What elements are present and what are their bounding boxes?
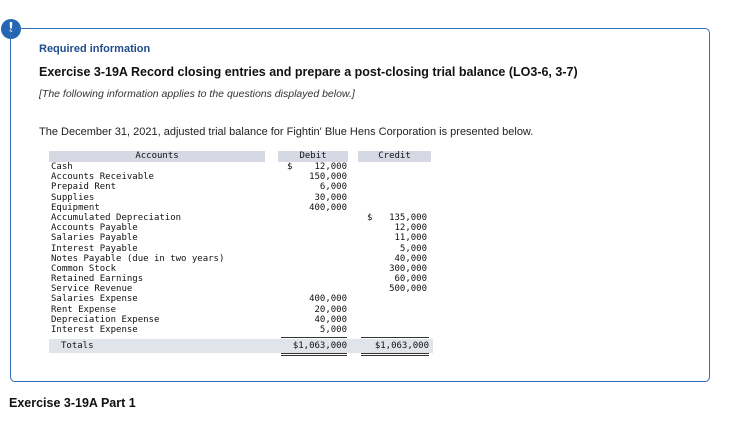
debit-sum-rule [281,337,347,338]
table-row [49,315,433,325]
account-name: Common Stock [51,263,117,274]
table-row [49,254,433,264]
debit-currency-sign: $ [287,162,293,172]
account-name: Supplies [51,192,95,203]
debit-cell: 12,000 [314,162,347,172]
account-name: Accounts Payable [51,223,138,234]
required-information-label: Required information [39,43,151,55]
account-name: Service Revenue [51,284,133,295]
credit-cell: 135,000 [389,212,427,223]
debit-cell: 400,000 [309,294,347,305]
total-credit: $1,063,000 [374,341,429,352]
totals-label: Totals [61,341,94,352]
account-name: Salaries Payable [51,233,138,244]
debit-cell: 20,000 [314,304,347,315]
credit-cell: 60,000 [394,274,427,285]
header-accounts: Accounts [49,151,265,162]
debit-cell: 6,000 [319,182,347,193]
table-row [49,305,433,315]
credit-double-rule-2 [361,355,429,356]
credit-cell: 500,000 [389,284,427,295]
table-header [49,151,433,162]
table-row [49,223,433,233]
debit-double-rule-1 [281,353,347,354]
table-row [49,193,433,203]
table-row [49,233,433,243]
table-row [49,274,433,284]
account-name: Cash [51,162,73,172]
debit-double-rule-2 [281,355,347,356]
debit-cell: 30,000 [314,192,347,203]
exercise-title: Exercise 3-19A Record closing entries and prepare a post-closing trial balance (LO3-6, 3-7) [39,65,578,79]
header-debit: Debit [278,151,348,162]
debit-cell: 400,000 [309,202,347,213]
part-title: Exercise 3-19A Part 1 [9,396,136,410]
account-name: Accumulated Depreciation [51,212,182,223]
trial-balance-table [49,151,433,357]
credit-cell: 12,000 [394,223,427,234]
table-row [49,172,433,182]
account-name: Salaries Expense [51,294,138,305]
table-row [49,325,433,335]
table-row [49,264,433,274]
account-name: Depreciation Expense [51,314,160,325]
credit-cell: 11,000 [394,233,427,244]
account-name: Accounts Receivable [51,172,154,183]
debit-cell: 150,000 [309,172,347,183]
account-name: Interest Expense [51,325,138,335]
account-name: Prepaid Rent [51,182,117,193]
table-body [49,162,433,335]
credit-cell: 40,000 [394,253,427,264]
table-row [49,244,433,254]
account-name: Interest Payable [51,243,138,254]
account-name: Rent Expense [51,304,117,315]
debit-cell: 5,000 [319,325,347,335]
account-name: Equipment [51,202,100,213]
alert-icon: ! [1,19,21,39]
debit-cell: 40,000 [314,314,347,325]
credit-sum-rule [361,337,429,338]
account-name: Notes Payable (due in two years) [51,253,225,264]
credit-cell: 5,000 [399,243,427,254]
credit-cell: 300,000 [389,263,427,274]
header-credit: Credit [358,151,431,162]
table-row [49,213,433,223]
table-row [49,284,433,294]
table-row [49,182,433,192]
account-name: Retained Earnings [51,274,144,285]
total-debit: $1,063,000 [292,341,347,352]
table-row [49,294,433,304]
credit-double-rule-1 [361,353,429,354]
intro-text: The December 31, 2021, adjusted trial balance for Fightin' Blue Hens Corporation is presented below. [39,126,534,138]
required-information-card [10,28,710,382]
table-row [49,162,433,172]
table-row [49,203,433,213]
totals-row [49,339,433,357]
credit-currency-sign: $ [367,212,373,223]
info-note: [The following information applies to the questions displayed below.] [39,88,355,100]
